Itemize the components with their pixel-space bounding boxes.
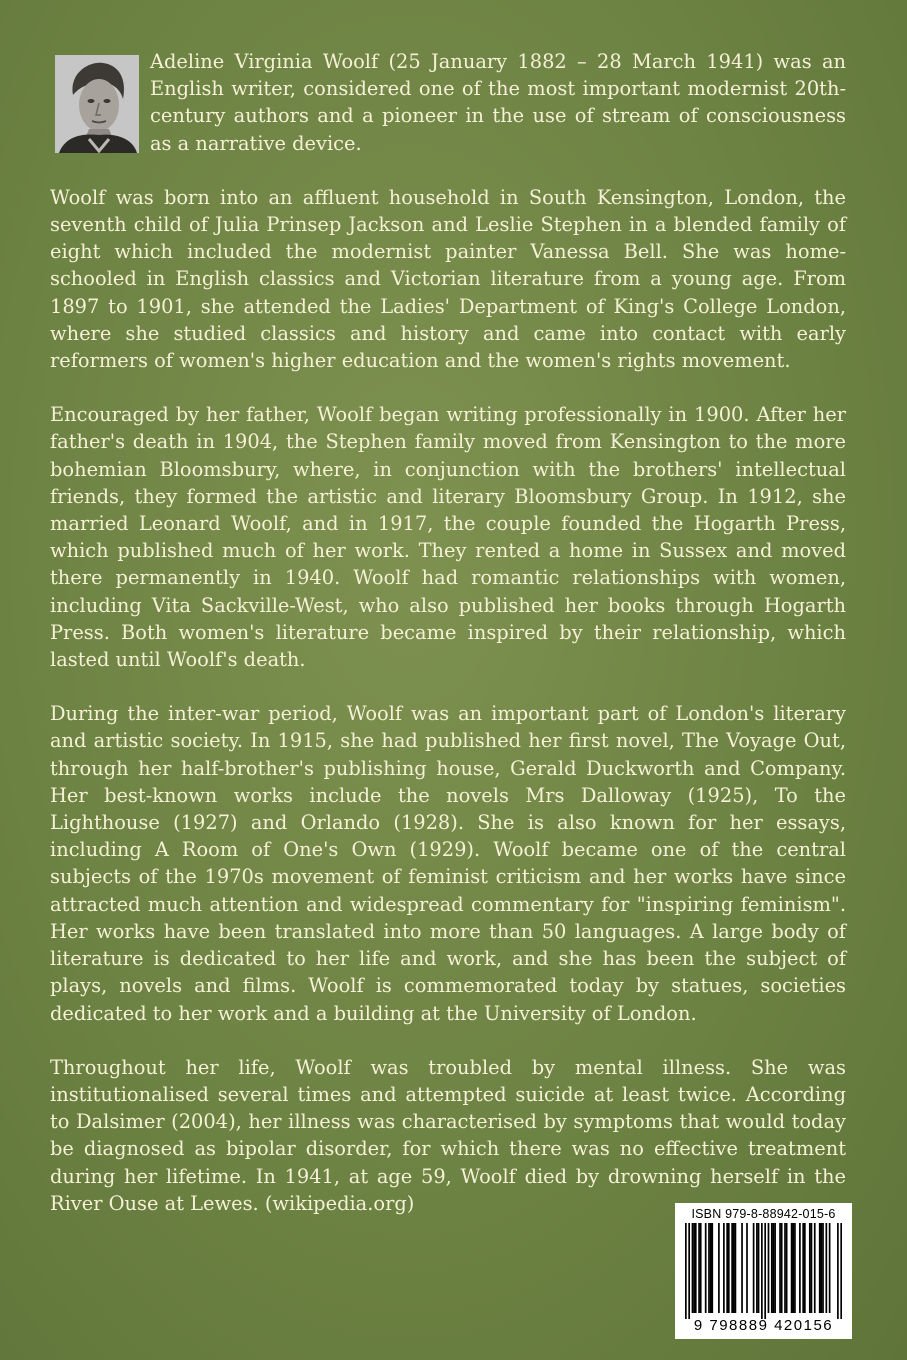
barcode-bar <box>718 1223 720 1313</box>
barcode-bar <box>710 1223 712 1313</box>
barcode-bar <box>723 1223 725 1313</box>
barcode-bar <box>731 1223 733 1313</box>
isbn-label: ISBN 979-8-88942-015-6 <box>691 1207 836 1221</box>
barcode-bar <box>741 1223 743 1313</box>
ean-digits: 9 798889 420156 <box>693 1317 834 1334</box>
barcode-bar <box>692 1223 694 1313</box>
bio-paragraph-4: Throughout her life, Woolf was troubled by mental illness. She was institutionalised several times and attempted suicide at least twice. According to Dalsimer (2004), her illness was characterised by symptoms that would today be diagnosed as bipolar disorder, for which there was no effective treatment during her lifetime. In 1941, at age 59, Woolf died by drowning herself in the River Ouse at Lewes. (wikipedia.org) <box>50 1055 846 1215</box>
barcode-bar <box>779 1223 781 1313</box>
barcode-bar <box>791 1223 793 1313</box>
bio-paragraph-3: During the inter-war period, Woolf was an important part of London's literary and artistic society. In 1915, she had published her first novel, The Voyage Out, through her half-brother's publishing house, Gerald Duckworth and Company. Her best-known works include the novels Mrs Dalloway (1925), To the Lighthouse (1927) and Orlando (1928). She is also known for her essays, including A Room of One's Own (1929). Woolf became one of the central subjects of the 1970s movement of feminist criticism and her works have since attracted much attention and widespread commentary for "inspiring feminism". Her works have been translated into more than 50 languages. A large body of literature is dedicated to her life and work, and she has been the subject of plays, novels and films. Woolf is commemorated today by statues, societies dedicated to her work and a building at the University of London. <box>50 702 846 1025</box>
barcode-bar <box>705 1223 707 1313</box>
barcode-bar <box>726 1223 728 1313</box>
barcode-bar <box>758 1223 760 1313</box>
barcode-bar <box>825 1223 827 1313</box>
barcode-bar <box>698 1223 700 1313</box>
barcode-bar <box>786 1223 788 1313</box>
barcode-bar <box>792 1223 794 1313</box>
barcode-bar <box>814 1223 816 1313</box>
bio-intro-paragraph: Adeline Virginia Woolf (25 January 1882 – 28 March 1941) was an English writer, considered one of the most important modernist 20th-century authors and a pioneer in the use of stream of consciousness as a narrative device. <box>150 50 846 155</box>
author-biography <box>50 48 846 1244</box>
barcode-bar <box>822 1223 824 1313</box>
barcode-bar <box>837 1223 839 1319</box>
bio-paragraph-2: Encouraged by her father, Woolf began writing professionally in 1900. After her father's death in 1904, the Stephen family moved from Kensington to the more bohemian Bloomsbury, where, in conjunction with the brothers' intellectual friends, they formed the artistic and literary Bloomsbury Group. In 1912, she married Leonard Woolf, and in 1917, the couple founded the Hogarth Press, which published much of her work. They rented a home in Sussex and moved there permanently in 1940. Woolf had romantic relationships with women, including Vita Sackville-West, who also published her books through Hogarth Press. Both women's literature became inspired by their relationship, which lasted until Woolf's death. <box>50 403 846 672</box>
barcode-bar <box>794 1223 796 1313</box>
isbn-barcode <box>675 1203 852 1339</box>
barcode-bar <box>802 1223 804 1313</box>
bio-paragraph-1: Woolf was born into an affluent household in South Kensington, London, the seventh child of Julia Prinsep Jackson and Leslie Stephen in a blended family of eight which included the modernist painter Vanessa Bell. She was home-schooled in English classics and Victorian literature from a young age. From 1897 to 1901, she attended the Ladies' Department of King's College London, where she studied classics and history and came into contact with early reformers of women's higher education and the women's rights movement. <box>50 185 846 373</box>
barcode-bar <box>819 1223 821 1313</box>
barcode-bar <box>811 1223 813 1313</box>
barcode-bar <box>768 1223 770 1313</box>
barcode-bar <box>784 1223 786 1313</box>
barcode-bar <box>708 1223 710 1313</box>
barcode-bar <box>735 1223 737 1313</box>
barcode-bar <box>688 1223 690 1319</box>
barcode-bars-icon <box>685 1223 842 1319</box>
barcode-bar <box>771 1223 773 1313</box>
barcode-bar <box>799 1223 801 1313</box>
barcode-bar <box>773 1223 775 1313</box>
barcode-bar <box>821 1223 823 1313</box>
barcode-bar <box>781 1223 783 1313</box>
barcode-bar <box>764 1223 766 1319</box>
barcode-bar <box>728 1223 730 1313</box>
barcode-bar <box>733 1223 735 1313</box>
barcode-bar <box>685 1223 687 1319</box>
barcode-bar <box>753 1223 755 1313</box>
barcode-bar <box>756 1223 758 1313</box>
barcode-bar <box>774 1223 776 1313</box>
barcode-bar <box>809 1223 811 1313</box>
barcode-bar <box>711 1223 713 1313</box>
barcode-bar <box>695 1223 697 1313</box>
barcode-bar <box>693 1223 695 1313</box>
barcode-bar <box>804 1223 806 1313</box>
barcode-bar <box>746 1223 748 1313</box>
barcode-bar <box>829 1223 831 1313</box>
barcode-bar <box>700 1223 702 1313</box>
barcode-bar <box>761 1223 763 1319</box>
barcode-bar <box>840 1223 842 1319</box>
